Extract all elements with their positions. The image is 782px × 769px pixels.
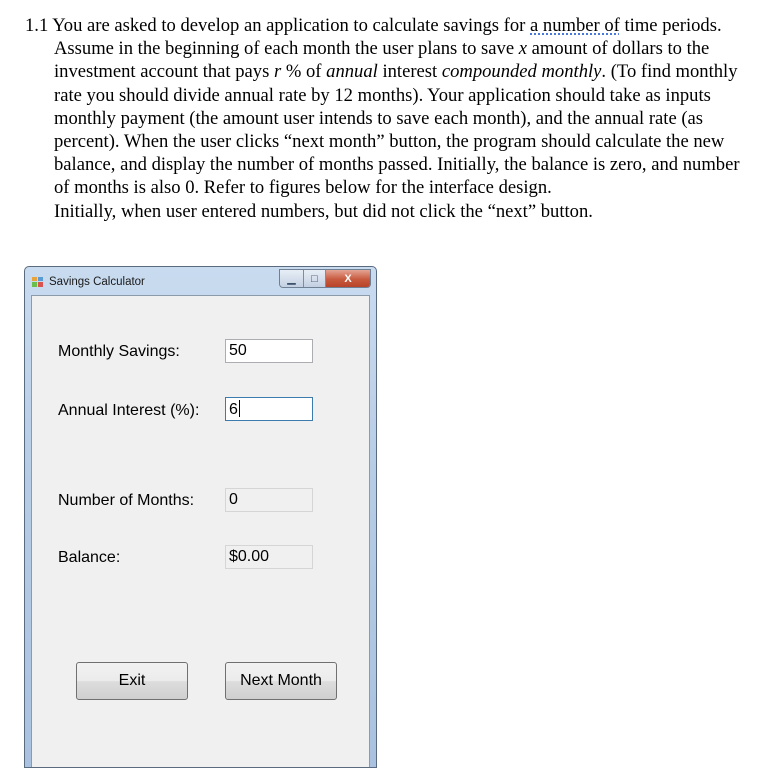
minimize-icon: ▁ [287,273,296,285]
initial-state-note: Initially, when user entered numbers, but did not click the “next” button. [54,200,593,222]
savings-calculator-window [24,266,377,768]
balance-label: Balance: [58,549,121,566]
monthly-savings-input[interactable]: 50 [225,339,313,363]
monthly-savings-label: Monthly Savings: [58,343,180,360]
exit-button[interactable]: Exit [76,662,188,700]
maximize-icon: □ [311,272,318,285]
months-output: 0 [225,488,313,512]
assignment-text [25,14,755,223]
next-month-button[interactable]: Next Month [225,662,337,700]
form-client-area [31,295,370,767]
balance-output: $0.00 [225,545,313,569]
text-caret [239,400,240,417]
months-label: Number of Months: [58,492,195,509]
grammar-marked-phrase: a number of [530,15,620,36]
question-number: 1.1 [25,15,49,36]
close-icon: X [344,272,352,285]
title-bar[interactable] [25,267,376,295]
window-title: Savings Calculator [49,276,145,288]
close-button[interactable] [326,270,370,287]
minimize-button[interactable] [280,270,304,287]
question-paragraph: 1.1 You are asked to develop an application to calculate savings for a number of time periods. Assume in the beginning of each month the user plans to save x amount of dollars to the investment account that pays r % of annual interest compounded monthly. (To find monthly rate you should divide annual rate by 12 months). Your application should take as inputs monthly payment (the amount user intends to save each month), and the annual rate (as percent). When the user clicks “next month” button, the program should calculate the new balance, and display the number of months passed. Initially, the balance is zero, and number of months is also 0. Refer to figures below for the interface design. [25,15,740,199]
annual-interest-label: Annual Interest (%): [58,402,200,419]
window-controls [279,269,371,288]
maximize-button[interactable] [304,270,326,287]
annual-interest-input[interactable]: 6 [225,397,313,421]
app-icon [32,277,43,287]
